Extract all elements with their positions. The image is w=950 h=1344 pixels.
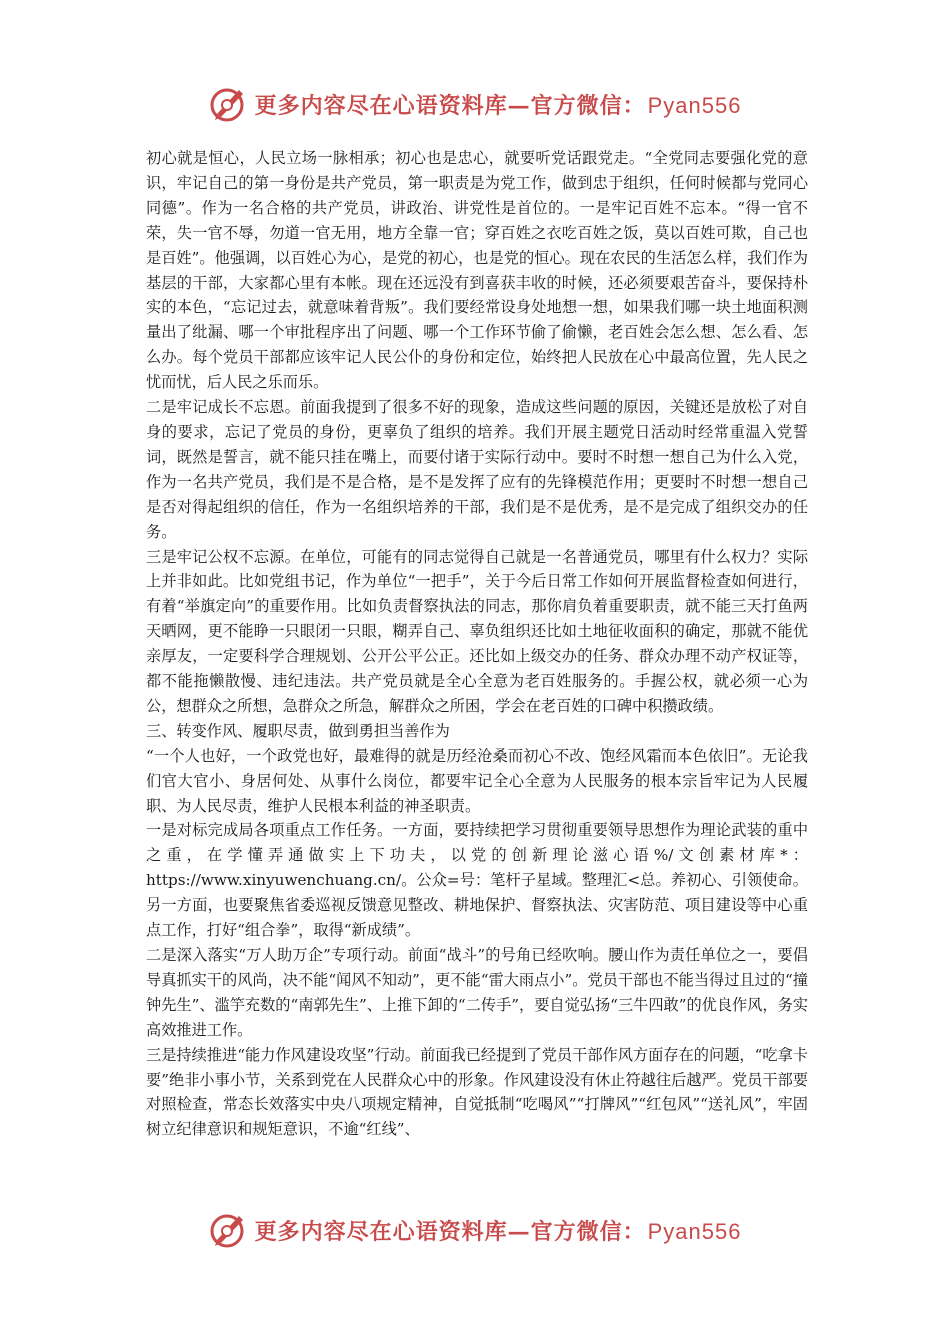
paragraph: 三是持续推进“能力作风建设攻坚”行动。前面我已经提到了党员干部作风方面存在的问题，“吃拿卡要”绝非小事小节，关系到党在人民群众心中的形象。作风建设没有休止符越往后越严。党员干部要对照检查，常态长效落实中央八项规定精神，自觉抵制“吃喝风”“打牌风”“红包风”“送礼风”，牢固树立纪律意识和规矩意识，不逾“红线”、 bbox=[146, 1045, 808, 1139]
document-body bbox=[146, 146, 808, 1142]
footer-banner bbox=[0, 1208, 950, 1252]
paragraph: 初心就是恒心，人民立场一脉相承；初心也是忠心，就要听党话跟党走。“全党同志要强化党的意识，牢记自己的第一身份是共产党员，第一职责是为党工作，做到忠于组织，任何时候都与党同心同德”。作为一名合格的共产党员，讲政治、讲党性是首位的。一是牢记百姓不忘本。“得一官不荣，失一官不辱，勿道一官无用，地方全靠一官；穿百姓之衣吃百姓之饭，莫以百姓可欺，自己也是百姓”。他强调，以百姓心为心，是党的初心，也是党的恒心。现在农民的生活怎么样，我们作为基层的干部，大家都心里有本帐。现在还远没有到喜获丰收的时候，还必须要艰苦奋斗，要保持朴实的本色，“忘记过去，就意味着背叛”。我们要经常设身处地想一想，如果我们哪一块土地面积测量出了纰漏、哪一个审批程序出了问题、哪一个工作环节偷了偷懒，老百姓会怎么想、怎么看、怎么办。每个党员干部都应该牢记人民公仆的身份和定位，始终把人民放在心中最高位置，先人民之忧而忧，后人民之乐而乐。 bbox=[146, 149, 808, 392]
paragraph: 二是深入落实“万人助万企”专项行动。前面“战斗”的号角已经吹响。腰山作为责任单位之一，要倡导真抓实干的风尚，决不能“闻风不知动”，更不能“雷大雨点小”。党员干部也不能当得过且过的“撞钟先生”、滥竽充数的“南郭先生”、上推下卸的“二传手”，要自觉弘扬“三牛四敢”的优良作风，务实高效推进工作。 bbox=[146, 946, 808, 1039]
footer-wechat-id: Pyan556 bbox=[647, 1218, 742, 1244]
pen-logo-icon bbox=[209, 84, 249, 124]
header-banner-text: 更多内容尽在心语资料库—官方微信：Pyan556 bbox=[254, 92, 742, 119]
paragraph: 一是对标完成局各项重点工作任务。一方面，要持续把学习贯彻重要领导思想作为理论武装的重中之重，在学懂弄通做实上下功夫，以党的创新理论滋心语%/文创素材库*：https://www.xinyuwenchuang.cn/。公众=号：笔杆子星域。整理汇<总。养初心、引领使命。另一方面，也要聚焦省委巡视反馈意见整改、耕地保护、督察执法、灾害防范、项目建设等中心重点工作，打好“组合拳”，取得“新成绩”。 bbox=[146, 821, 808, 940]
header-banner bbox=[0, 82, 950, 126]
footer-banner-text: 更多内容尽在心语资料库—官方微信：Pyan556 bbox=[254, 1218, 742, 1245]
header-wechat-id: Pyan556 bbox=[647, 92, 742, 118]
paragraph: 二是牢记成长不忘恩。前面我提到了很多不好的现象，造成这些问题的原因，关键还是放松了对自身的要求，忘记了党员的身份，更辜负了组织的培养。我们开展主题党日活动时经常重温入党誓词，既然是誓言，就不能只挂在嘴上，而要付诸于实际行动中。要时不时想一想自己为什么入党，作为一名共产党员，我们是不是合格，是不是发挥了应有的先锋模范作用；更要时不时想一想自己是否对得起组织的信任，作为一名组织培养的干部，我们是不是优秀，是不是完成了组织交办的任务。 bbox=[146, 398, 808, 541]
section-heading: 三、转变作风、履职尽责，做到勇担当善作为 bbox=[146, 721, 450, 740]
paragraph: 三是牢记公权不忘源。在单位，可能有的同志觉得自己就是一名普通党员，哪里有什么权力？实际上并非如此。比如党组书记，作为单位“一把手”，关于今后日常工作如何开展监督检查如何进行，有着“举旗定向”的重要作用。比如负责督察执法的同志，那你肩负着重要职责，就不能三天打鱼两天晒网，更不能睁一只眼闭一只眼，糊弄自己、辜负组织还比如土地征收面积的确定，那就不能优亲厚友，一定要科学合理规划、公开公平公正。还比如上级交办的任务、群众办理不动产权证等，都不能拖懒散慢、违纪违法。共产党员就是全心全意为老百姓服务的。手握公权，就必须一心为公，想群众之所想，急群众之所急，解群众之所困，学会在老百姓的口碑中积攒政绩。 bbox=[146, 547, 808, 715]
pen-logo-icon bbox=[209, 1210, 249, 1250]
paragraph: “一个人也好，一个政党也好，最难得的就是历经沧桑而初心不改、饱经风霜而本色依旧”。无论我们官大官小、身居何处、从事什么岗位，都要牢记全心全意为人民服务的根本宗旨牢记为人民履职、为人民尽责，维护人民根本利益的神圣职责。 bbox=[146, 746, 808, 815]
